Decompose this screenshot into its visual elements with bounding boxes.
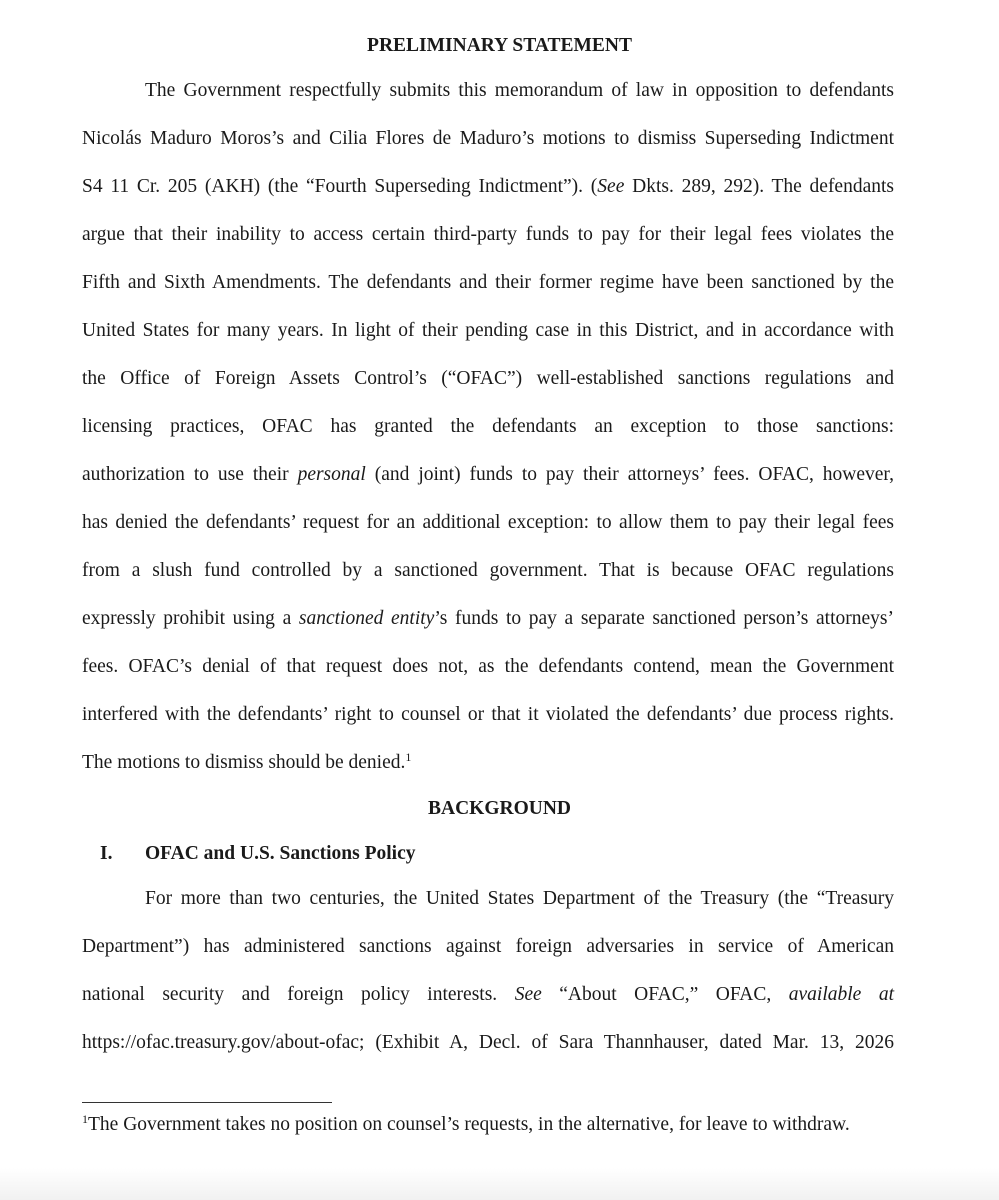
paragraph-line: For more than two centuries, the United States Department of the Treasury (the “Treasury — [145, 888, 894, 909]
paragraph-line: Nicolás Maduro Moros’s and Cilia Flores de Maduro’s motions to dismiss Superseding Indictment — [82, 128, 894, 149]
paragraph-line: from a slush fund controlled by a sanctioned government. That is because OFAC regulations — [82, 560, 894, 581]
paragraph-line: The Government respectfully submits this memorandum of law in opposition to defendants — [145, 80, 894, 101]
preliminary-statement-heading: PRELIMINARY STATEMENT — [367, 35, 632, 56]
paragraph-line: https://ofac.treasury.gov/about-ofac; (Exhibit A, Decl. of Sara Thannhauser, dated Mar. 13, 2026 — [82, 1032, 894, 1053]
paragraph-line: Fifth and Sixth Amendments. The defendants and their former regime have been sanctioned by the — [82, 272, 894, 293]
paragraph-line: interfered with the defendants’ right to counsel or that it violated the defendants’ due process rights. — [82, 704, 894, 725]
signal-available-at: available at — [788, 984, 894, 1005]
paragraph-line: the Office of Foreign Assets Control’s (“OFAC”) well-established sanctions regulations and — [82, 368, 894, 389]
emphasis-personal: personal — [297, 464, 366, 485]
footnote-marker: 1 — [82, 1112, 88, 1126]
paragraph-line: argue that their inability to access certain third-party funds to pay for their legal fees violates the — [82, 224, 894, 245]
paragraph-line: authorization to use their personal (and joint) funds to pay their attorneys’ fees. OFAC, however, — [82, 464, 895, 485]
signal-see: See — [597, 176, 625, 197]
footnote-reference: 1 — [405, 750, 412, 764]
footnote-text: The Government takes no position on counsel’s requests, in the alternative, for leave to withdraw. — [88, 1114, 850, 1135]
footnote — [82, 1114, 894, 1136]
signal-see: See — [514, 984, 542, 1005]
background-heading: BACKGROUND — [427, 798, 571, 819]
footnote-divider — [82, 1102, 332, 1103]
section-heading — [100, 843, 416, 865]
paragraph-line: fees. OFAC’s denial of that request does not, as the defendants contend, mean the Government — [82, 656, 894, 677]
paragraph-line: S4 11 Cr. 205 (AKH) (the “Fourth Superseding Indictment”). (See Dkts. 289, 292). The defendants — [82, 176, 895, 197]
section-number: I. — [100, 843, 113, 864]
section-title: OFAC and U.S. Sanctions Policy — [145, 843, 416, 864]
paragraph-line: national security and foreign policy interests. See “About OFAC,” OFAC, available at — [82, 984, 894, 1005]
paragraph-line: licensing practices, OFAC has granted the defendants an exception to those sanctions: — [82, 416, 894, 437]
paragraph-line: United States for many years. In light of their pending case in this District, and in accordance with — [82, 320, 894, 341]
paragraph-line: The motions to dismiss should be denied.$^1$ — [82, 750, 412, 773]
page-bottom-shade — [0, 1168, 999, 1200]
paragraph-line: expressly prohibit using a sanctioned entity’s funds to pay a separate sanctioned person’s attorneys’ — [82, 608, 894, 629]
paragraph-line: Department”) has administered sanctions against foreign adversaries in service of American — [82, 936, 894, 957]
emphasis-sanctioned-entity: sanctioned entity — [298, 608, 435, 629]
paragraph-line: has denied the defendants’ request for an additional exception: to allow them to pay their legal fees — [82, 512, 894, 533]
